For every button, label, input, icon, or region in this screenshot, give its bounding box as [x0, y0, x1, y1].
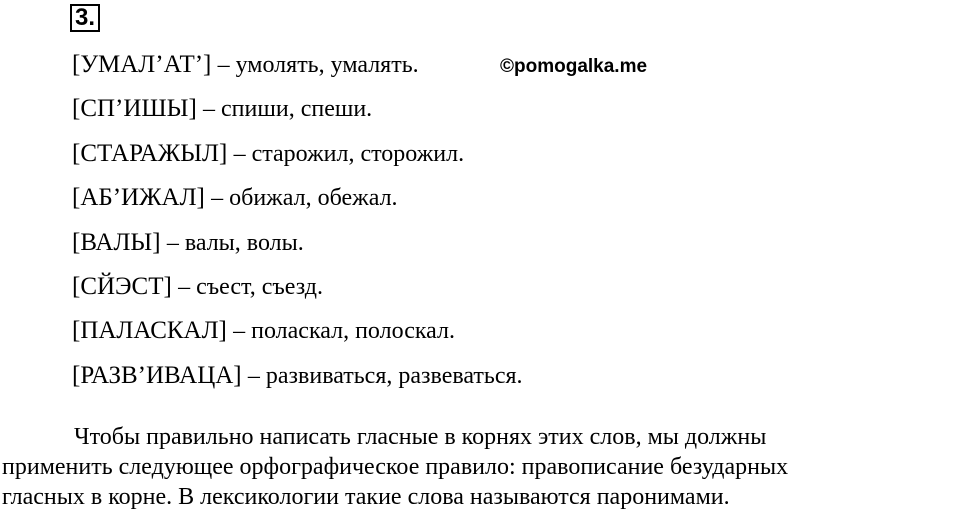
- transcription: [СП’ИШЫ]: [72, 95, 197, 123]
- transcription: [СЙЭСТ]: [72, 272, 172, 300]
- word-pair: – валы, волы.: [166, 229, 304, 256]
- word-pair: – развиваться, развеваться.: [247, 362, 523, 389]
- task-number-box: 3.: [70, 4, 100, 32]
- paragraph-line: Чтобы правильно написать гласные в корнях этих слов, мы должны: [74, 424, 767, 450]
- paragraph-line: гласных в корне. В лексикологии такие слова называются паронимами.: [2, 484, 730, 510]
- word-pair: – умолять, умалять.: [217, 52, 419, 78]
- list-item: [72, 272, 523, 302]
- transcription: [ПАЛАСКАЛ]: [72, 317, 227, 345]
- word-pair: – спиши, спеши.: [203, 96, 373, 123]
- paragraph-line: применить следующее орфографическое правило: правописание безударных: [2, 454, 789, 480]
- word-pair: – съест, съезд.: [178, 273, 324, 300]
- list-item: [72, 94, 523, 124]
- watermark: ©pomogalka.me: [500, 56, 648, 77]
- transcription: [ВАЛЫ]: [72, 228, 161, 256]
- paronym-list: [72, 50, 523, 405]
- word-pair: – обижал, обежал.: [211, 185, 398, 212]
- word-pair: – поласкал, полоскал.: [233, 318, 455, 345]
- transcription: [СТАРАЖЫЛ]: [72, 139, 228, 167]
- transcription: [УМАЛ’АТ’]: [72, 51, 212, 78]
- list-item: [72, 50, 523, 80]
- list-item: [72, 183, 523, 213]
- list-item: [72, 228, 523, 258]
- transcription: [РАЗВ’ИВАЦА]: [72, 361, 242, 389]
- explanation-paragraph: [2, 422, 957, 512]
- transcription: [АБ’ИЖАЛ]: [72, 184, 205, 212]
- word-pair: – старожил, сторожил.: [233, 140, 465, 167]
- list-item: [72, 139, 523, 169]
- list-item: [72, 361, 523, 391]
- list-item: [72, 316, 523, 346]
